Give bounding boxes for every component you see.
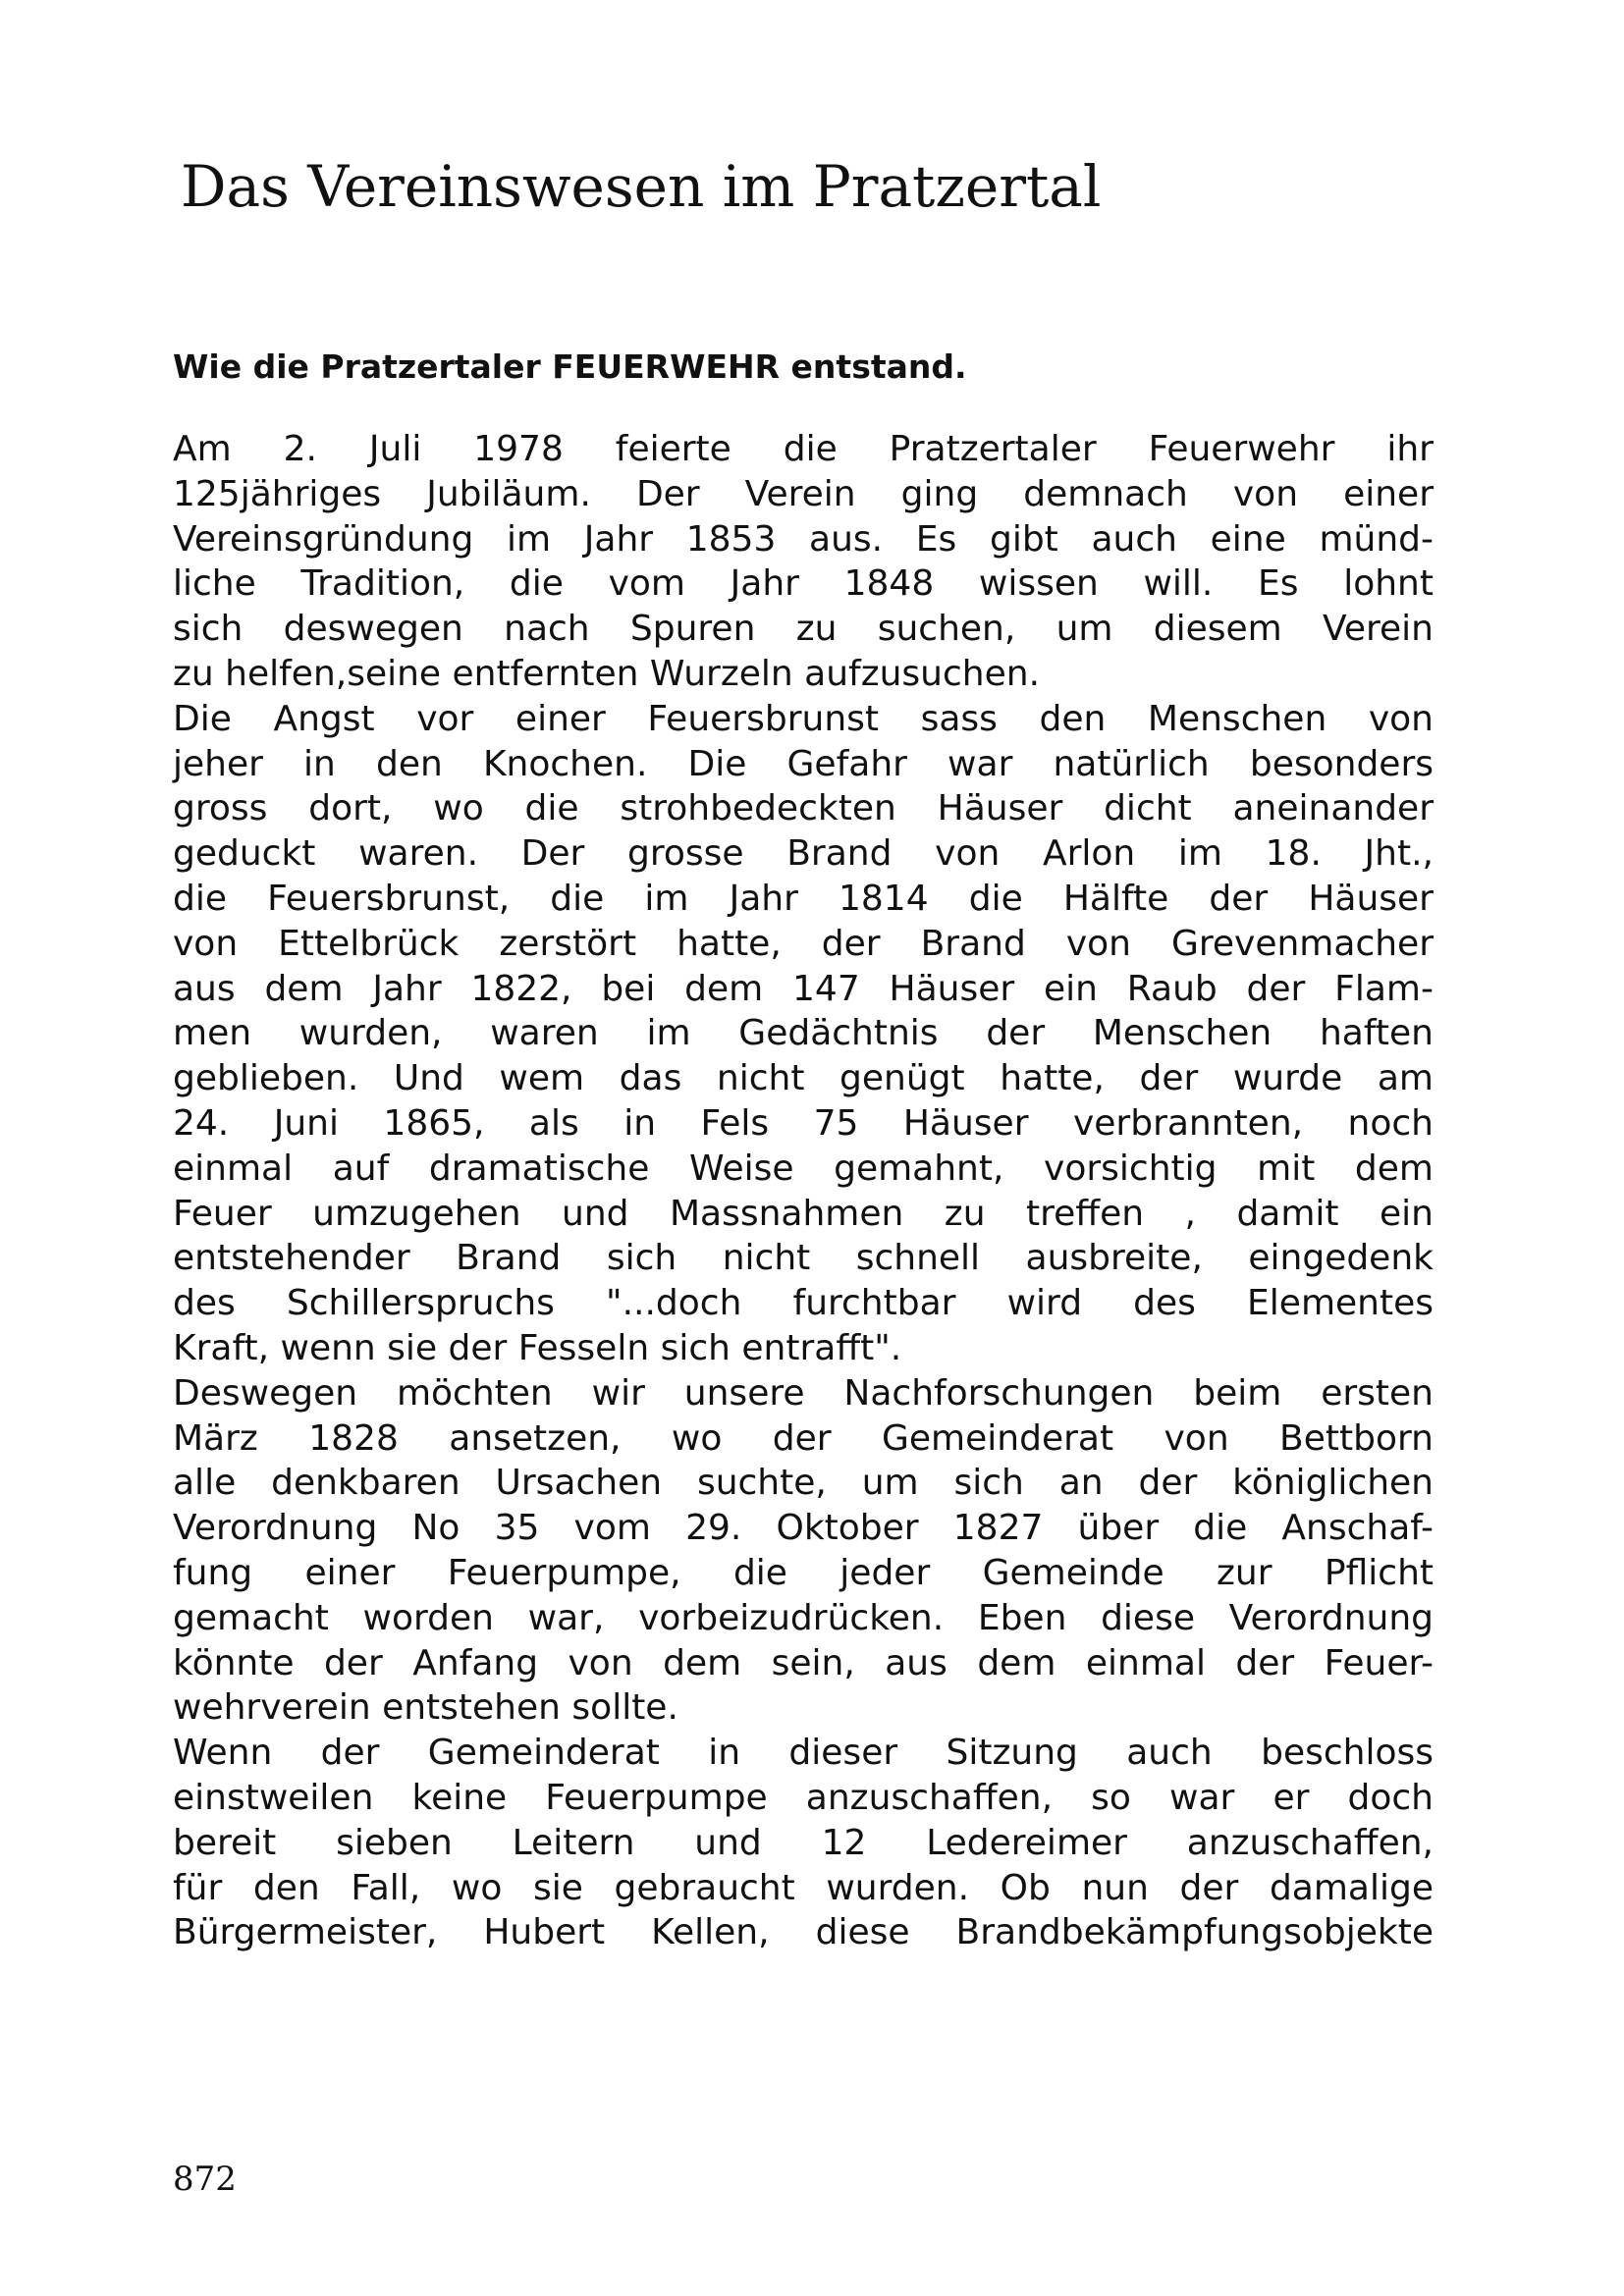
text-line: von Ettelbrück zerstört hatte, der Brand von Grevenmacher [173, 923, 1434, 964]
text-line: könnte der Anfang von dem sein, aus dem einmal der Feuer- [173, 1642, 1434, 1683]
text-line: jeher in den Knochen. Die Gefahr war natürlich besonders [173, 743, 1434, 784]
text-line: die Feuersbrunst, die im Jahr 1814 die Hälfte der Häuser [173, 878, 1434, 919]
text-line: wehrverein entstehen sollte. [173, 1687, 678, 1729]
page-number: 872 [173, 2160, 237, 2199]
text-line: einmal auf dramatische Weise gemahnt, vorsichtig mit dem [173, 1148, 1434, 1189]
text-line: Die Angst vor einer Feuersbrunst sass den Menschen von [173, 698, 1434, 739]
text-line: bereit sieben Leitern und 12 Ledereimer anzuschaffen, [173, 1822, 1434, 1863]
text-line: Vereinsgründung im Jahr 1853 aus. Es gibt auch eine münd- [173, 518, 1434, 560]
text-line: zu helfen,seine entfernten Wurzeln aufzusuchen. [173, 653, 1041, 694]
text-line: für den Fall, wo sie gebraucht wurden. Ob nun der damalige [173, 1867, 1434, 1908]
text-line: sich deswegen nach Spuren zu suchen, um diesem Verein [173, 609, 1434, 650]
text-line: Wenn der Gemeinderat in dieser Sitzung auch beschloss [173, 1733, 1434, 1774]
text-line: Deswegen möchten wir unsere Nachforschungen beim ersten [173, 1372, 1434, 1414]
text-line: alle denkbaren Ursachen suchte, um sich an der königlichen [173, 1463, 1434, 1504]
text-line: liche Tradition, die vom Jahr 1848 wissen will. Es lohnt [173, 563, 1434, 605]
text-line: Feuer umzugehen und Massnahmen zu treffen , damit ein [173, 1193, 1434, 1234]
text-line: 125jähriges Jubiläum. Der Verein ging demnach von einer [173, 473, 1434, 514]
text-line: 24. Juni 1865, als in Fels 75 Häuser verbrannten, noch [173, 1102, 1434, 1144]
text-line: März 1828 ansetzen, wo der Gemeinderat von Bettborn [173, 1417, 1434, 1459]
body-text [173, 427, 1434, 1955]
text-line: entstehender Brand sich nicht schnell ausbreite, eingedenk [173, 1238, 1434, 1279]
text-line: men wurden, waren im Gedächtnis der Menschen haften [173, 1013, 1434, 1054]
text-line: Am 2. Juli 1978 feierte die Pratzertaler Feuerwehr ihr [173, 429, 1434, 469]
text-line: einstweilen keine Feuerpumpe anzuschaffen, so war er doch [173, 1777, 1434, 1818]
page-title: Das Vereinswesen im Pratzertal [181, 153, 1102, 220]
section-heading: Wie die Pratzertaler FEUERWEHR entstand. [173, 347, 967, 386]
text-line: aus dem Jahr 1822, bei dem 147 Häuser ein Raub der Flam- [173, 968, 1434, 1009]
text-line: geblieben. Und wem das nicht genügt hatte, der wurde am [173, 1058, 1434, 1099]
text-line: Kraft, wenn sie der Fesseln sich entrafft". [173, 1327, 902, 1368]
text-line: gemacht worden war, vorbeizudrücken. Eben diese Verordnung [173, 1597, 1434, 1638]
text-line: Bürgermeister, Hubert Kellen, diese Brandbekämpfungsobjekte [173, 1912, 1434, 1953]
text-line: fung einer Feuerpumpe, die jeder Gemeinde zur Pflicht [173, 1552, 1434, 1593]
text-line: des Schillerspruchs "...doch furchtbar wird des Elementes [173, 1283, 1434, 1324]
text-line: gross dort, wo die strohbedeckten Häuser dicht aneinander [173, 788, 1434, 829]
text-line: Verordnung No 35 vom 29. Oktober 1827 über die Anschaf- [173, 1508, 1434, 1549]
text-line: geduckt waren. Der grosse Brand von Arlon im 18. Jht., [173, 833, 1434, 875]
